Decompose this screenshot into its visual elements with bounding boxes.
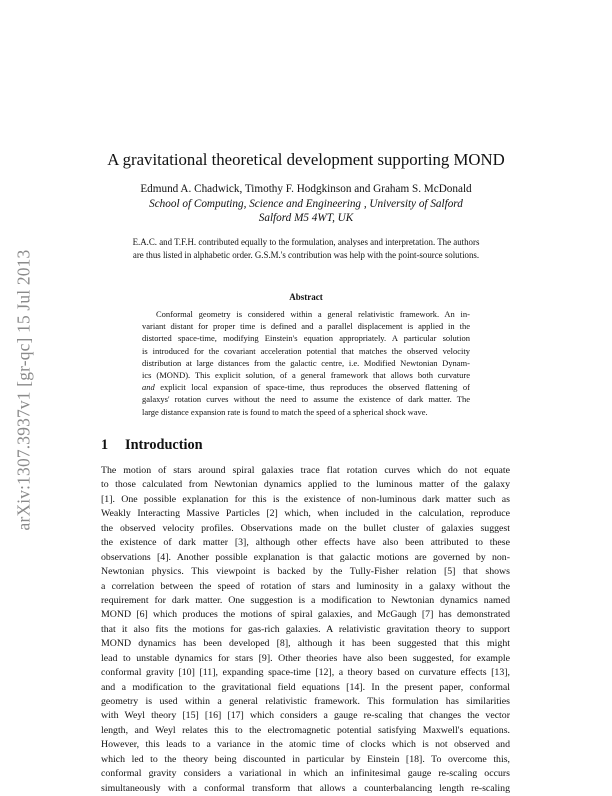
- abstract-line: distribution at large distances from the galactic centre, i.e. Modified Newtonian Dynam-: [142, 357, 470, 368]
- author-list: Edmund A. Chadwick, Timothy F. Hodgkinson and Graham S. McDonald: [140, 183, 472, 195]
- body-line: conformal gravity considers a variational in which an infinitesimal gauge re-scaling occurs: [101, 768, 510, 780]
- section-title: Introduction: [125, 437, 203, 453]
- affiliation-line-2: Salford M5 4WT, UK: [258, 212, 354, 224]
- body-line: which led to the theory being discounted in particular by Einstein [18]. To overcome this,: [101, 753, 510, 765]
- body-line: and a modification to the gravitational field equations [14]. In the present paper, conformal: [101, 681, 510, 693]
- body-line: Newtonian physics. This viewpoint is backed by the Tully-Fisher relation [5] that shows: [101, 566, 510, 578]
- abstract-line: distorted space-time, modifying Einstein's equation appropriately. A particular solution: [142, 333, 470, 344]
- contribution-note-line-2: are thus listed in alphabetic order. G.S.M.'s contribution was help with the point-source solutions.: [132, 250, 480, 260]
- abstract-body: [142, 308, 470, 418]
- body-line: conformal gravity [10] [11], expanding space-time [12], a theory based on curvature effects [13],: [101, 667, 510, 679]
- body-line: to those calculated from Newtonian dynamics applied to the luminous matter of the galaxy: [101, 479, 510, 491]
- section-heading: [101, 437, 521, 454]
- body-line: that it also fits the motions for gas-rich galaxies. A relativistic gravitation theory to support: [101, 623, 510, 635]
- body-line: requirement for dark matter. One suggestion is a modification to Newtonian dynamics named: [101, 594, 510, 606]
- arxiv-sidebar: [4, 200, 44, 580]
- abstract-line: is introduced for the covariant acceleration potential that matches the observed velocity: [142, 345, 470, 356]
- abstract-line: large distance expansion rate is found to match the speed of a spherical shock wave.: [142, 406, 428, 417]
- paper-title: A gravitational theoretical development supporting MOND: [107, 150, 505, 169]
- body-line: a correlation between the speed of rotation of stars and luminosity in a galaxy without the: [101, 580, 510, 592]
- arxiv-identifier: arXiv:1307.3937v1 [gr-qc] 15 Jul 2013: [13, 249, 34, 531]
- abstract-heading: Abstract: [289, 292, 323, 302]
- body-line: However, this leads to a variance in the atomic time of clocks which is not observed and: [101, 739, 510, 751]
- body-line: [1]. One possible explanation for this is the existence of non-luminous dark matter such as: [101, 493, 510, 505]
- contribution-note-line-1: E.A.C. and T.F.H. contributed equally to the formulation, analyses and interpretation. The authors: [132, 237, 480, 247]
- abstract-line: variant distant for proper time is defined and a parallel displacement is applied in the: [142, 321, 470, 332]
- body-line: Weakly Interacting Massive Particles [2] which, when included in the calculation, reproduce: [101, 508, 510, 520]
- body-line: MOND dynamics has been developed [8], although it has been suggested that this might: [101, 638, 510, 650]
- abstract-line: ics (MOND). This explicit solution, of a general framework that allows both curvature: [142, 369, 470, 380]
- affiliation-line-1: School of Computing, Science and Engineering , University of Salford: [149, 198, 463, 210]
- introduction-body: [101, 464, 510, 796]
- body-line: The motion of stars around spiral galaxies trace flat rotation curves which do not equate: [101, 465, 510, 476]
- body-line: length, and Weyl relates this to the electromagnetic potential satisfying Maxwell's equations.: [101, 724, 510, 736]
- body-line: simultaneously with a conformal transform that allows a counterbalancing length re-scaling: [101, 782, 510, 794]
- abstract-line: and explicit local expansion of space-time, thus reproduces the observed flattening of: [142, 382, 470, 393]
- body-line: with Weyl theory [15] [16] [17] which considers a gauge re-scaling that changes the vector: [101, 710, 510, 722]
- body-line: the observed velocity profiles. Observations made on the bullet cluster of galaxies suggest: [101, 522, 510, 534]
- abstract-line: Conformal geometry is considered within a general relativistic framework. An in-: [156, 309, 470, 319]
- body-line: geometry is used within a general relativistic framework. This formulation has similarities: [101, 696, 510, 707]
- body-line: the existence of dark matter [3], although other effects have also been attributed to these: [101, 537, 510, 549]
- body-line: lead to unstable dynamics for stars [9]. Other theories have also been suggested, for example: [101, 652, 510, 664]
- body-line: observations [4]. Another possible explanation is that galactic motions are governed by non-: [101, 551, 510, 563]
- section-number: 1: [101, 437, 109, 453]
- body-line: MOND [6] which produces the motions of spiral galaxies, and McGaugh [7] has demonstrated: [101, 609, 510, 621]
- abstract-line: galaxys' rotation curves without the need to assume the existence of dark matter. The: [142, 394, 470, 405]
